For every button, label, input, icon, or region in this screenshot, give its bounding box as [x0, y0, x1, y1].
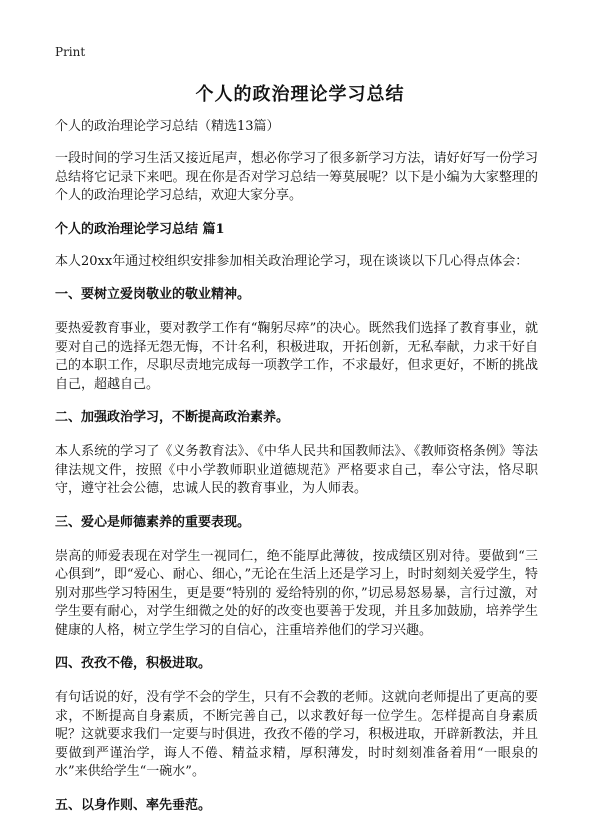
section-body-1: 要热爱教育事业，要对教学工作有“鞠躬尽瘁”的决心。既然我们选择了教育事业，就要对自己的选择无怨无悔，不计名利，积极进取，开拓创新，无私奉献，力求干好自己的本职工作，尽职尽责地完成每一项教学工作，不求最好，但求更好，不断的挑战自己，超越自己。 [55, 321, 538, 392]
section-body-3: 崇高的师爱表现在对学生一视同仁，绝不能厚此薄彼，按成绩区别对待。要做到“三心俱到”，即“爱心、耐心、细心，”无论在生活上还是学习上，时时刻刻关爱学生，特别对那些学习特困生，更是要“特别的 爱给特别的你，”切忌易怒易暴，言行过激，对学生要有耐心，对学生细微之处的好的改变也要善于发现，并且多加鼓励，培养学生健康的人格，树立学生学习的自信心，注重培养他们的学习兴趣。 [55, 548, 538, 638]
document-body [55, 118, 538, 831]
article-intro-paragraph: 本人20xx年通过校组织安排参加相关政治理论学习，现在谈谈以下几心得点体会： [55, 253, 529, 269]
print-label[interactable]: Print [55, 45, 86, 59]
section-body-4: 有句话说的好，没有学不会的学生，只有不会教的老师。这就向老师提出了更高的要求，不断提高自身素质，不断完善自己，以求教好每一位学生。怎样提高自身素质呢？这就要求我们一定要与时俱进，孜孜不倦的学习，积极进取，开辟新教法，并且要做到严谨治学，诲人不倦、精益求精，厚积薄发，时时刻刻准备着用“一眼泉的水”来供给学生“一碗水”。 [55, 690, 538, 779]
article-heading: 个人的政治理论学习总结 篇1 [55, 221, 225, 237]
section-heading-2: 二、加强政治学习，不断提高政治素养。 [55, 410, 290, 425]
document-subtitle: 个人的政治理论学习总结（精选13篇） [55, 119, 280, 134]
intro-paragraph: 一段时间的学习生活又接近尾声，想必你学习了很多新学习方法，请好好写一份学习总结将它记录下来吧。现在你是否对学习总结一筹莫展呢？以下是小编为大家整理的个人的政治理论学习总结，欢迎大家分享。 [55, 151, 538, 203]
section-body-2: 本人系统的学习了《义务教育法》、《中华人民共和国教师法》、《教师资格条例》等法律法规文件，按照《中小学教师职业道德规范》严格要求自己，奉公守法，恪尽职守，遵守社会公德，忠诚人民的教育事业，为人师表。 [55, 444, 538, 496]
section-heading-1: 一、要树立爱岗敬业的敬业精神。 [55, 287, 251, 302]
section-heading-4: 四、孜孜不倦，积极进取。 [55, 656, 212, 671]
section-heading-3: 三、爱心是师德素养的重要表现。 [55, 514, 251, 530]
section-heading-5: 五、以身作则、率先垂范。 [55, 797, 212, 813]
page-title: 个人的政治理论学习总结 [195, 84, 405, 105]
